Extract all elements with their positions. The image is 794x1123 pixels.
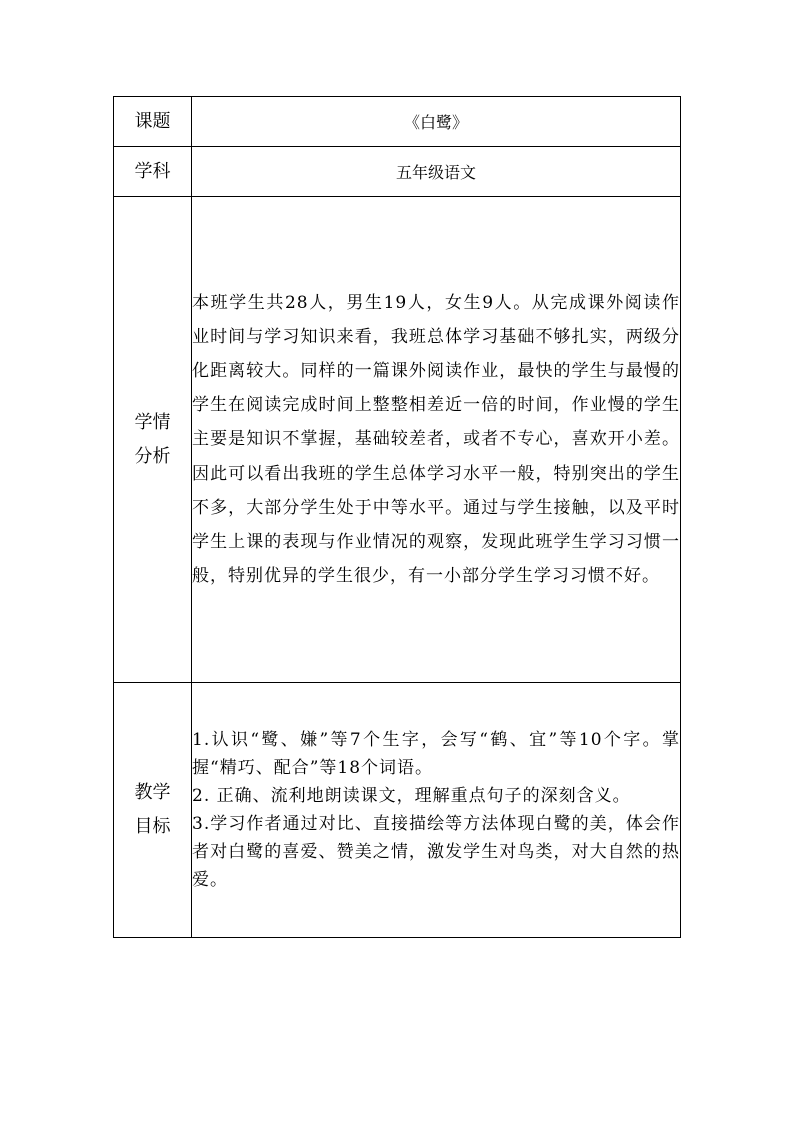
analysis-label: 学情分析 (134, 411, 171, 467)
table-row-goals (114, 683, 681, 938)
subject-value: 五年级语文 (395, 163, 476, 182)
subject-value-cell (192, 147, 681, 197)
lesson-title: 《白鹭》 (403, 113, 468, 132)
analysis-content-cell (192, 197, 681, 683)
analysis-text: 本班学生共28人，男生19人，女生9人。从完成课外阅读作业时间与学习知识来看，我班总体学习基础不够扎实，两级分化距离较大。同样的一篇课外阅读作业，最快的学生与最慢的学生在阅读完成时间上整整相差近一倍的时间，作业慢的学生主要是知识不掌握，基础较差者，或者不专心，喜欢开小差。因此可以看出我班的学生总体学习水平一般，特别突出的学生不多，大部分学生处于中等水平。通过与学生接触，以及平时学生上课的表现与作业情况的观察，发现此班学生学习习惯一般，特别优异的学生很少，有一小部分学生学习习惯不好。 (192, 292, 680, 587)
goals-content-cell (192, 683, 681, 938)
goal-item: 1.认识“鹭、嫌”等7个生字，会写“鹤、宜”等10个字。掌握“精巧、配合”等18个词语。 (192, 730, 680, 778)
goals-label-cell (114, 683, 192, 938)
title-label: 课题 (134, 110, 171, 132)
title-value-cell (192, 97, 681, 147)
analysis-label-cell (114, 197, 192, 683)
goal-item: 2. 正确、流利地朗读课文，理解重点句子的深刻含义。 (192, 786, 631, 806)
table-row-subject (114, 147, 681, 197)
subject-label-cell (114, 147, 192, 197)
table-row-analysis (114, 197, 681, 683)
goals-label: 教学目标 (134, 782, 171, 837)
goal-item: 3.学习作者通过对比、直接描绘等方法体现白鹭的美，体会作者对白鹭的喜爱、赞美之情，激发学生对鸟类，对大自然的热爱。 (192, 814, 680, 890)
title-label-cell (114, 97, 192, 147)
lesson-plan-table (113, 96, 681, 938)
subject-label: 学科 (134, 160, 171, 182)
table-row-title (114, 97, 681, 147)
